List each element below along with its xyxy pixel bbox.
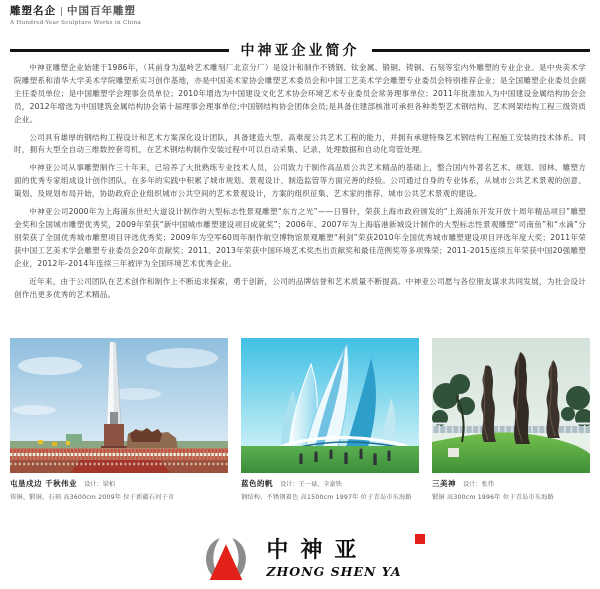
paragraph-history: 中神亚雕塑企业始建于1986年，（其前身为温岭艺术雕刻厂北京分厂）是设计和制作不锈钢、钛金属、锻铜、铸铜、石刻等室内外雕塑的专业企业。是中央美术学院雕塑系和清华大学美术学院雕塑系实习创作基地，亦是中国美术家协会雕塑艺术委员会和中国工艺美术学会雕塑专业委员会特别推荐企业；是全国雕塑企业委员会副主任委员单位；是中国雕塑学会理事会员单位；2010年增选为中国建设文化艺术协会环境艺术专业委员会常务理事单位；2011年批准加入为中国建设金属结构协会会员，2012年增选为中国建筑金属结构协会第十届理事会理事单位;中国钢结构协会团体会员;是具备住建部核准可承担各种类型艺术钢结构、艺术网架结构工程三级资质企业。 (14, 63, 586, 124)
photo-gallery (10, 338, 590, 501)
blue-sails-illustration (241, 338, 419, 473)
photo-three-columns (432, 338, 590, 501)
brand-series-title: 中国百年雕塑 (67, 5, 137, 17)
section-title-row (10, 40, 590, 60)
photo-caption (10, 478, 228, 501)
red-square-mark (415, 534, 425, 544)
artwork-title: 屯垦戍边 千秋伟业 (10, 479, 78, 488)
brand-name: 雕塑名企 (10, 5, 56, 17)
paragraph-outlook: 近年来，由于公司团队在艺术创作和制作上不断追求探索，勇于创新，公司的品牌信誉和艺术质量不断提高。中神亚公司愿与各位朋友谋求共同发展，为社会设计创作出更多优秀的艺术精品。 (14, 276, 586, 299)
company-logo-icon (198, 532, 254, 586)
three-columns-illustration (432, 338, 590, 473)
title-rule-right (372, 49, 591, 52)
brand-subtitle: A Hundred-Year Sculpture Works in China (10, 19, 142, 26)
artwork-details: 钢结构、不锈钢着色 高1500cm 1997年 位于青岛市东海路 (241, 494, 412, 501)
page-title: 中神亚企业简介 (240, 43, 360, 59)
artwork-designer: 设计：张伟 (463, 481, 494, 488)
company-name-cn: 中神亚 (266, 537, 369, 563)
artwork-title: 三美神 (432, 479, 456, 488)
artwork-title: 蓝色的帆 (241, 479, 273, 488)
artwork-details: 铸铜、锻铜、石刻 高3600cm 2009年 位于新疆石河子市 (10, 494, 175, 501)
obelisk-monument-illustration (10, 338, 228, 473)
paragraph-awards: 中神亚公司2000年为上海浦东世纪大道设计制作的大型标志性景观雕塑“东方之光”——日晷针，荣获上海市政府颁发的“上海浦东开发开放十周年精品项目”雕塑金奖和全国城市雕塑优秀奖，2009年荣获“新中国城市雕塑建设项目成就奖”；2006年、2007年为上海临港新城设计制作的大型标志性景观雕塑“司南鱼”和“水滴”分别荣获了全国优秀城市雕塑项目评选优秀奖；2009年为空军60周年制作航空博物馆景观雕塑“利剑”荣获2010年全国优秀城市雕塑建设项目评选年度大奖；2011年荣获中国工艺美术学会雕塑专业委员会20年贡献奖；2011、2013年荣获中国环境艺术奖杰出贡献奖和最佳范例奖等多项殊荣；2011-2015连续五年荣获中国20强雕塑企业，2012年-2014年连续三年被评为全国环境艺术优秀企业。 (14, 207, 586, 268)
photo-caption (432, 478, 590, 501)
photo-obelisk-monument (10, 338, 228, 501)
artwork-designer: 设计：梁栢 (84, 481, 116, 488)
brand-block (10, 6, 141, 26)
company-profile-text (14, 62, 586, 306)
paragraph-team: 中神亚公司从事雕塑制作三十年来，已培养了大批熟练专业技术人员，公司致力于制作高品质公共艺术精品的基础上，整合国内外著名艺术、规划、园林、雕塑方面的优秀专家组成设计创作团队。在多年的实践中积累了城市规划、景观设计、制造监管等方面完善的经验。公司通过自身的专业体系，从城市公共艺术景观的创意、策划、及规划布局开始，协助政府企业组织城市公共空间的艺术景观设计，方案的组织征集、艺术家的推荐、城市公共艺术景观的建设。 (14, 163, 586, 199)
company-logo-block (0, 532, 600, 586)
artwork-details: 锻铜 高300cm 1996年 位于青岛市东海路 (432, 494, 554, 501)
photo-caption (241, 478, 419, 501)
photo-blue-sails (241, 338, 419, 501)
brand-divider: | (60, 7, 64, 17)
artwork-designer: 设计：王一禄、全豪铁 (280, 481, 342, 488)
title-rule-left (10, 49, 229, 52)
paragraph-capability: 公司具有雄厚的钢结构工程设计和艺术方案深化设计团队，具备建造大型、高难度公共艺术工程的能力，并拥有承建特殊艺术钢结构工程施工安装的技术体系。同时，拥有大型全自动三维数控套弯机，在艺术钢结构制作安装过程中可以自动采集、记录、处理数据和自动化弯管处理。 (14, 132, 586, 155)
company-name-en: ZHONG SHEN YA (266, 564, 402, 580)
